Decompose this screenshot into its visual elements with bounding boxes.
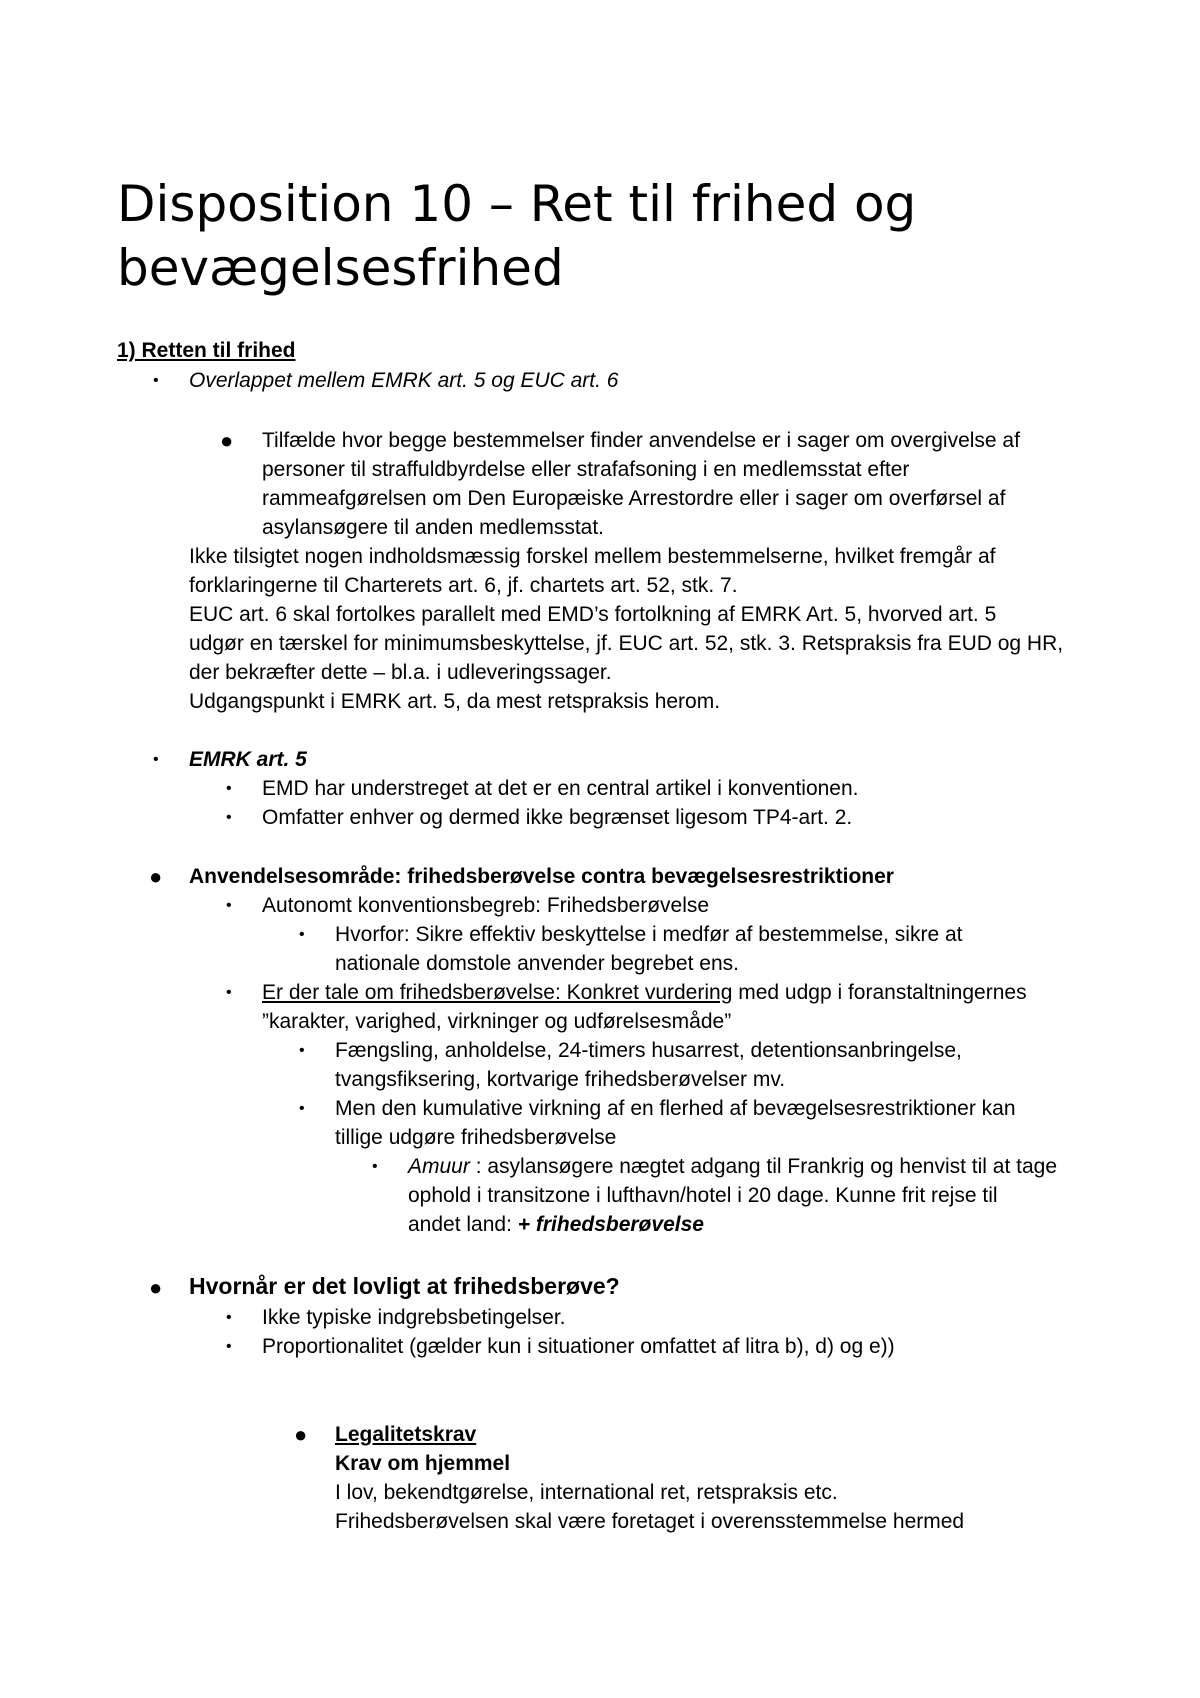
bullet-text: [262, 978, 1027, 1007]
bullet-heading: EMRK art. 5: [189, 748, 307, 771]
bullet-text: tvangsfiksering, kortvarige frihedsberøvelser mv.: [335, 1068, 786, 1091]
bullet-heading: Hvornår er det lovligt at frihedsberøve?: [189, 1273, 620, 1299]
bullet-text: ”karakter, varighed, virkninger og udførelsesmåde”: [262, 1010, 732, 1033]
bullet-text: Men den kumulative virkning af en flerhed af bevægelsesrestriktioner kan: [335, 1097, 1016, 1120]
document-title: Disposition 10 – Ret til frihed og bevægelsesfrihed: [117, 175, 917, 297]
bullet-icon: ●: [294, 1422, 308, 1447]
bullet-icon: •: [299, 926, 305, 943]
bullet-text: Autonomt konventionsbegreb: Frihedsberøvelse: [262, 894, 710, 917]
underlined-text: Er der tale om frihedsberøvelse: Konkret vurdering: [262, 981, 733, 1004]
paragraph-line: udgør en tærskel for minimumsbeskyttelse, jf. EUC art. 52, stk. 3. Retspraksis fra EUD og HR,: [189, 632, 1064, 655]
bullet-text: nationale domstole anvender begrebet ens.: [335, 952, 739, 975]
bullet-icon: •: [299, 1100, 305, 1117]
paragraph-line: Udgangspunkt i EMRK art. 5, da mest retspraksis herom.: [189, 690, 721, 713]
inline-text: med udgp i foranstaltningernes: [732, 981, 1027, 1004]
bullet-icon: •: [226, 780, 232, 797]
bullet-text: tillige udgøre frihedsberøvelse: [335, 1126, 617, 1149]
bullet-icon: •: [226, 1338, 232, 1355]
bullet-icon: •: [299, 1042, 305, 1059]
paragraph-line: Tilfælde hvor begge bestemmelser finder anvendelse er i sager om overgivelse af: [262, 429, 1020, 452]
inline-text: andet land:: [408, 1213, 518, 1236]
bullet-icon: •: [226, 897, 232, 914]
bullet-heading: Anvendelsesområde: frihedsberøvelse contra bevægelsesrestriktioner: [189, 865, 894, 888]
paragraph-line: I lov, bekendtgørelse, international ret, retspraksis etc.: [335, 1481, 838, 1504]
case-text: [408, 1152, 1057, 1181]
bullet-text: EMD har understreget at det er en central artikel i konventionen.: [262, 777, 859, 800]
case-text: ophold i transitzone i lufthavn/hotel i 20 dage. Kunne frit rejse til: [408, 1184, 998, 1207]
bullet-text: Proportionalitet (gælder kun i situationer omfattet af litra b), d) og e)): [262, 1335, 895, 1358]
paragraph-line: rammeafgørelsen om Den Europæiske Arrestordre eller i sager om overførsel af: [262, 487, 1006, 510]
bullet-text: Overlappet mellem EMRK art. 5 og EUC art. 6: [189, 369, 619, 392]
bullet-heading: Legalitetskrav: [335, 1423, 477, 1446]
bullet-icon: •: [153, 372, 159, 389]
bullet-icon: •: [226, 1309, 232, 1326]
paragraph-line: Frihedsberøvelsen skal være foretaget i overensstemmelse hermed: [335, 1510, 965, 1533]
bullet-icon: ●: [220, 428, 234, 453]
bullet-icon: •: [226, 809, 232, 826]
paragraph-line: EUC art. 6 skal fortolkes parallelt med EMD’s fortolkning af EMRK Art. 5, hvorved art. 5: [189, 603, 997, 626]
case-text: [408, 1210, 704, 1239]
bullet-text: Fængsling, anholdelse, 24-timers husarrest, detentionsanbringelse,: [335, 1039, 962, 1062]
paragraph-line: personer til straffuldbyrdelse eller strafafsoning i en medlemsstat efter: [262, 458, 910, 481]
paragraph-line: Ikke tilsigtet nogen indholdsmæssig forskel mellem bestemmelserne, hvilket fremgår af: [189, 545, 996, 568]
bullet-text: Ikke typiske indgrebsbetingelser.: [262, 1306, 566, 1329]
bullet-icon: •: [153, 751, 159, 768]
paragraph-line: asylansøgere til anden medlemsstat.: [262, 516, 604, 539]
bullet-icon: ●: [149, 1275, 163, 1300]
bullet-icon: ●: [149, 864, 163, 889]
inline-text: : asylansøgere nægtet adgang til Frankrig og henvist til at tage: [469, 1155, 1058, 1178]
bullet-text: Hvorfor: Sikre effektiv beskyttelse i medfør af bestemmelse, sikre at: [335, 923, 963, 946]
subheading: Krav om hjemmel: [335, 1452, 511, 1475]
bullet-icon: •: [226, 984, 232, 1001]
paragraph-line: forklaringerne til Charterets art. 6, jf. chartets art. 52, stk. 7.: [189, 574, 738, 597]
case-name: Amuur: [408, 1155, 470, 1178]
section-heading: 1) Retten til frihed: [117, 339, 296, 362]
paragraph-line: der bekræfter dette – bl.a. i udleveringssager.: [189, 661, 612, 684]
bullet-icon: •: [372, 1158, 378, 1175]
bullet-text: Omfatter enhver og dermed ikke begrænset ligesom TP4-art. 2.: [262, 806, 853, 829]
case-conclusion: + frihedsberøvelse: [517, 1213, 704, 1236]
